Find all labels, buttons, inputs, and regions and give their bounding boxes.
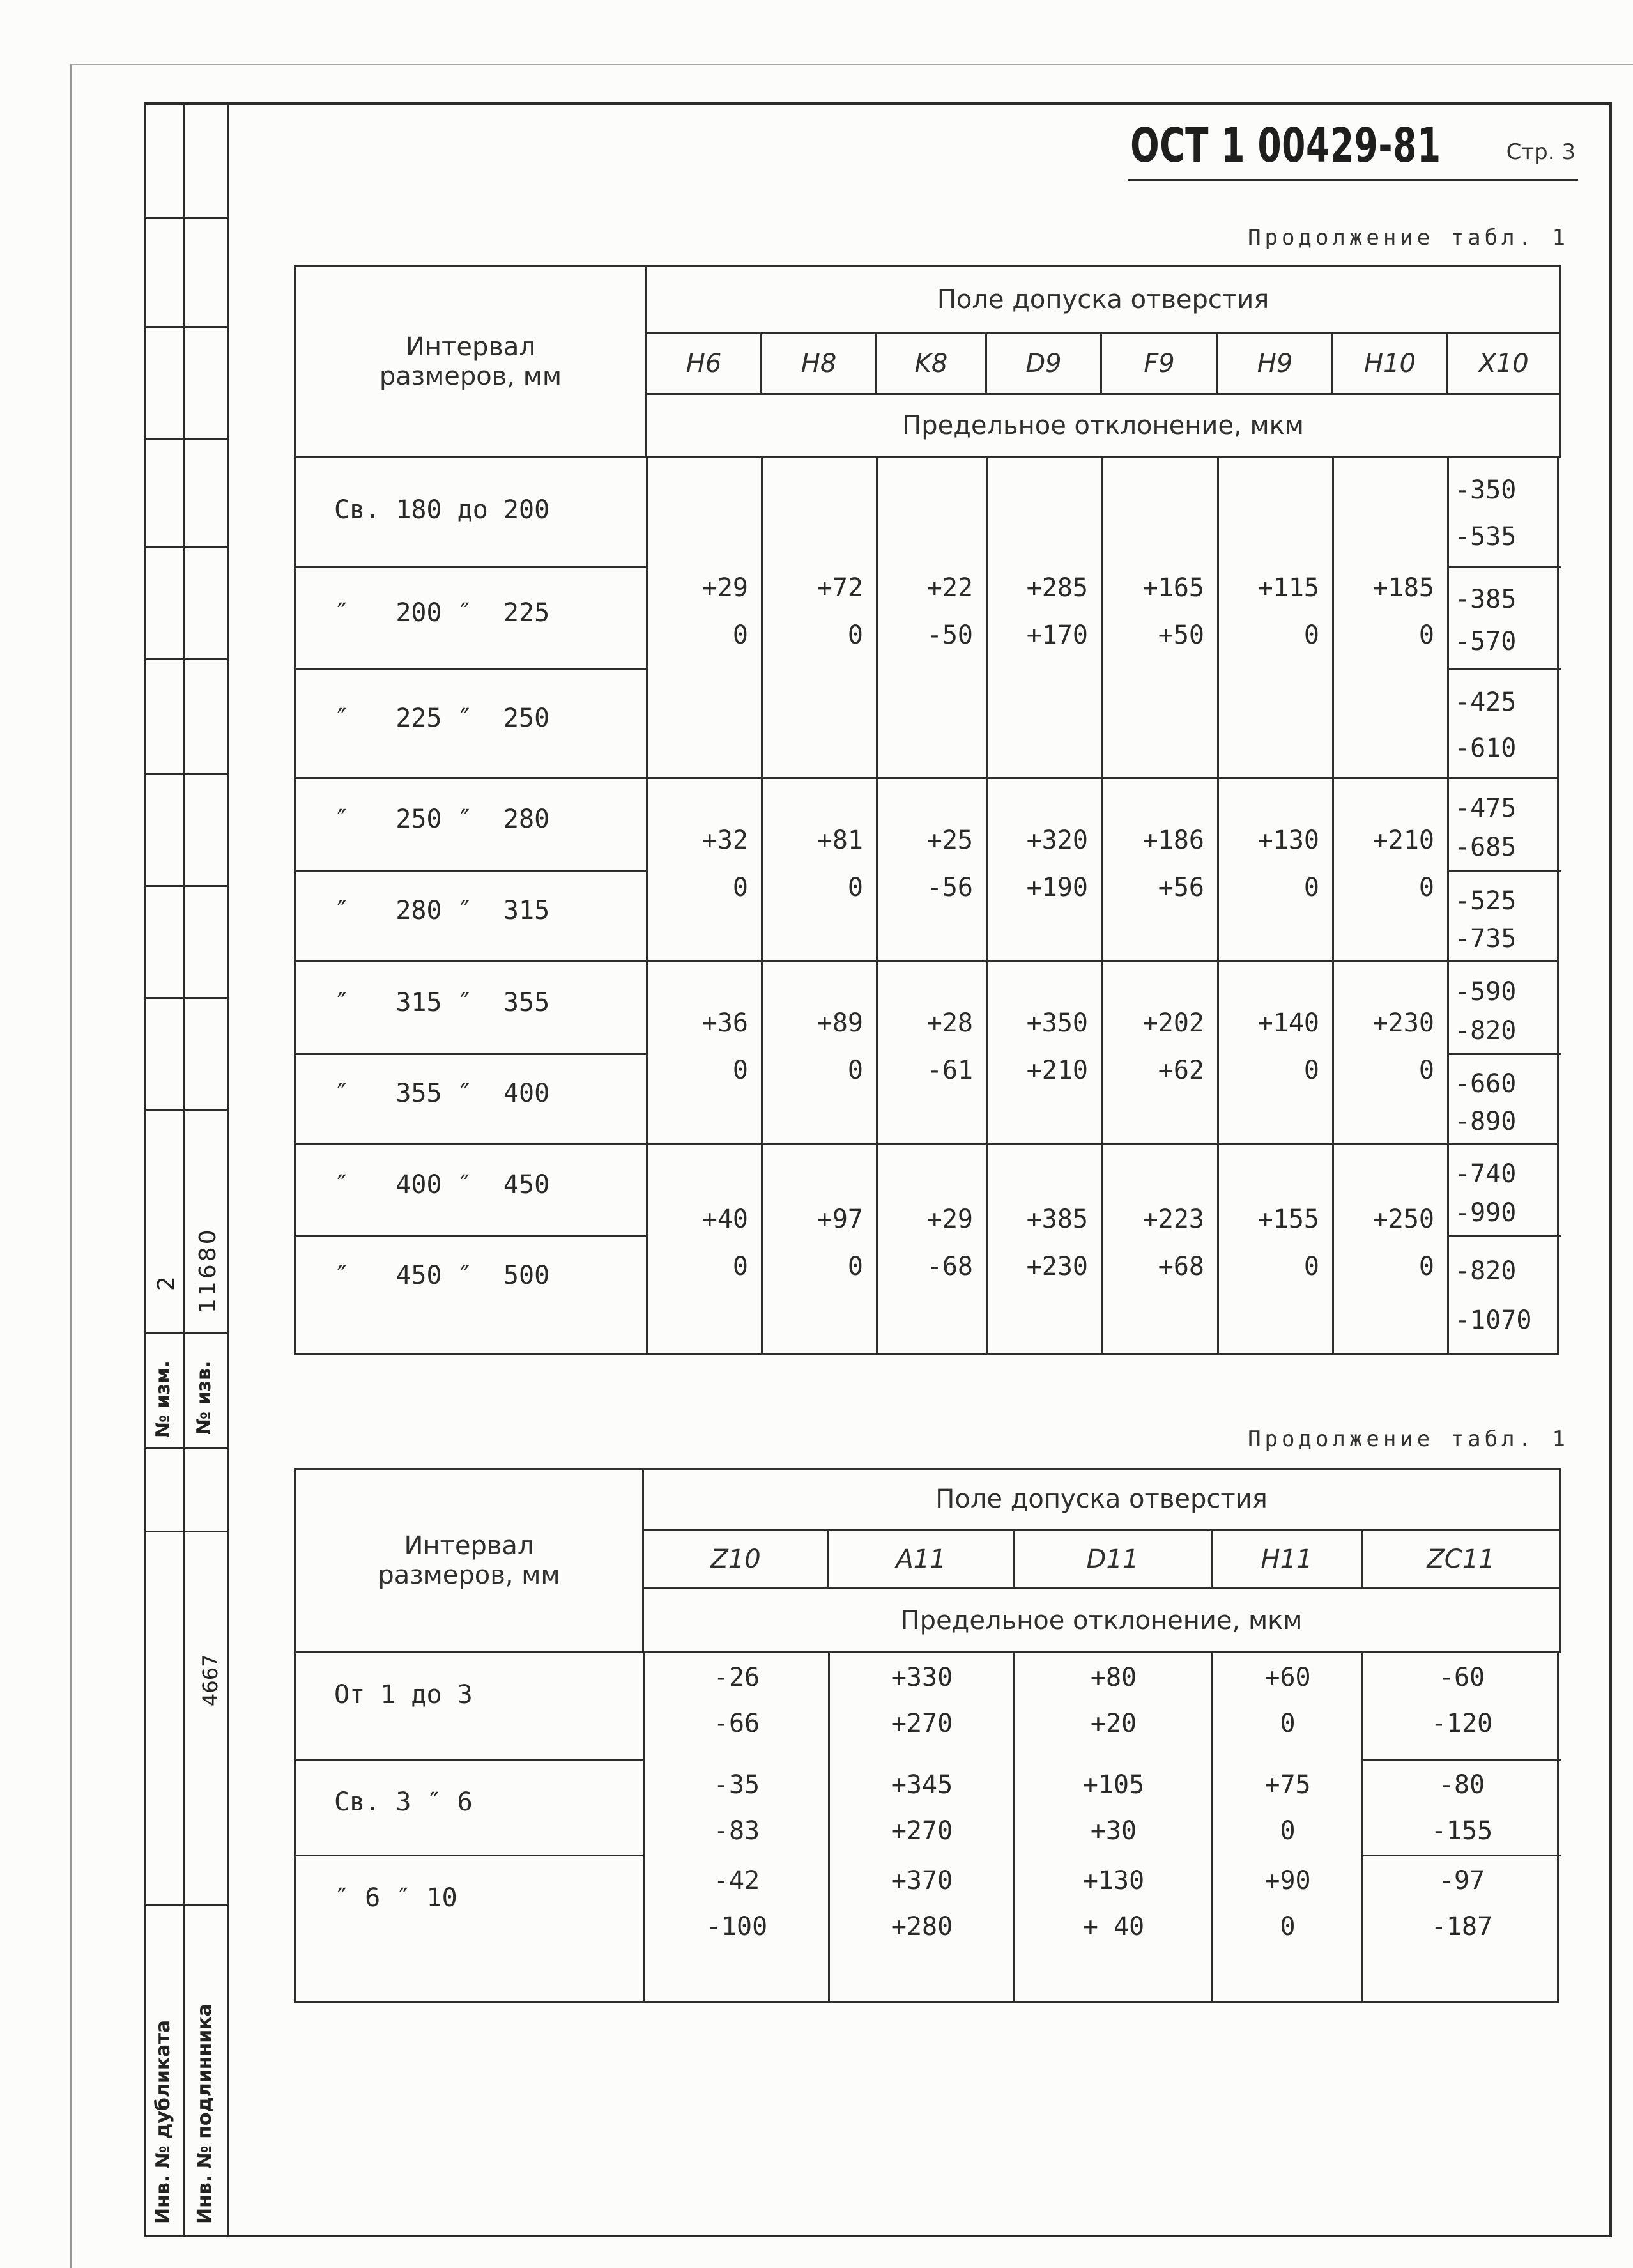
table1-lower-value: 0: [1418, 1055, 1434, 1085]
table1-lower-value: 0: [732, 1251, 748, 1281]
table1-upper-value: +230: [1372, 1008, 1434, 1038]
table2-lower-value: +280: [891, 1912, 953, 1941]
table2-upper-value: +105: [1082, 1770, 1145, 1800]
table2-upper-value: -80: [1438, 1770, 1485, 1800]
table1-lower-value: 0: [847, 872, 863, 902]
table1-x10-upper: -740: [1455, 1159, 1517, 1189]
stamp-divider: [144, 438, 227, 440]
frame-left-mid: [183, 102, 185, 2237]
table1-lower-value: 0: [1303, 620, 1319, 650]
table2-col-h11: H11: [1212, 1530, 1362, 1589]
table1-lower-value: +190: [1026, 872, 1088, 902]
table1-upper-value: +29: [702, 573, 748, 603]
table2-upper-value: -97: [1438, 1866, 1485, 1895]
table1-col-h8: H8: [762, 334, 877, 394]
table1-upper-value: +250: [1372, 1204, 1434, 1234]
table1-size-label: ″ 315 ″ 355: [334, 987, 550, 1017]
table2-col-d11: D11: [1014, 1530, 1212, 1589]
table1-x10-line: [1448, 566, 1561, 568]
table1-upper-value: +32: [702, 825, 748, 855]
table2-row-line: [1363, 1759, 1561, 1761]
table1-lower-value: 0: [847, 1251, 863, 1281]
table1-upper-value: +385: [1026, 1204, 1088, 1234]
table1-body: [294, 456, 1559, 1355]
sheet-edge: [70, 64, 72, 2268]
table1-upper-value: +81: [816, 825, 863, 855]
table1-lower-value: 0: [732, 1055, 748, 1085]
frame-left-inner: [227, 102, 229, 2237]
table2-size-label: Св. 3 ″ 6: [334, 1787, 473, 1817]
table2-lower-value: -155: [1430, 1816, 1493, 1846]
table2-lower-value: +30: [1090, 1816, 1137, 1846]
sheet-top-edge: [70, 64, 1633, 65]
notice-number: 11680: [195, 1227, 221, 1313]
page-number: Стр. 3: [1506, 139, 1575, 165]
table2-upper-value: -60: [1438, 1663, 1485, 1692]
table2-row-line: [1363, 1855, 1561, 1856]
table2-continuation: Продолжение табл. 1: [1248, 1426, 1569, 1452]
table2-row-line: [296, 1759, 644, 1761]
stamp-divider: [144, 546, 227, 548]
table1-group-line: [296, 1143, 1557, 1145]
table2-upper-value: +345: [891, 1770, 953, 1800]
stamp-divider: [144, 658, 227, 660]
table1-size-label: ″ 450 ″ 500: [334, 1261, 550, 1290]
table1-lower-value: +68: [1158, 1251, 1204, 1281]
table1-x10-lower: -990: [1455, 1198, 1517, 1228]
table1-group-line: [296, 777, 1557, 779]
table1-upper-value: +97: [816, 1204, 863, 1234]
table1-x10-lower: -535: [1455, 521, 1517, 552]
notice-label: № изв.: [193, 1361, 215, 1435]
table2-upper-value: -35: [713, 1770, 760, 1800]
table2-row-line: [296, 1855, 644, 1856]
table1-upper-value: +22: [926, 573, 973, 603]
table1-interval-header-text: Интервал размеров, мм: [379, 332, 562, 391]
original-inv-label: Инв. № подлинника: [194, 2003, 216, 2224]
table1-col-x10: X10: [1448, 334, 1560, 394]
stamp-divider: [144, 1332, 227, 1334]
stamp-divider: [144, 773, 227, 775]
table1-x10-upper: -475: [1455, 794, 1517, 824]
table1-upper-value: +28: [926, 1008, 973, 1038]
table1-upper-value: +130: [1257, 825, 1319, 855]
stamp-divider: [144, 1904, 227, 1906]
table1-x10-upper: -425: [1455, 687, 1517, 717]
table1-size-label: ″ 225 ″ 250: [334, 703, 550, 733]
table2-upper-value: -42: [713, 1866, 760, 1895]
table1-lower-value: +170: [1026, 620, 1088, 650]
table1-upper-value: +29: [926, 1204, 973, 1234]
table1-size-line: [296, 1235, 647, 1237]
table1-upper-value: +36: [702, 1008, 748, 1038]
table2-lower-value: -83: [713, 1816, 760, 1846]
table1-lower-value: +56: [1158, 872, 1204, 902]
table1-x10-upper: -660: [1455, 1069, 1517, 1099]
stamp-divider: [144, 217, 227, 219]
table1-x10-line: [1448, 1053, 1561, 1055]
duplicate-inv-number: 4667: [198, 1654, 222, 1706]
table1-col-h10: H10: [1333, 334, 1448, 394]
table1-lower-value: 0: [1418, 872, 1434, 902]
table1-lower-value: 0: [847, 1055, 863, 1085]
header-underline: [1128, 179, 1578, 181]
table1-x10-upper: -590: [1455, 977, 1517, 1007]
table2-upper-value: +130: [1082, 1866, 1145, 1895]
table1-col-d9: D9: [986, 334, 1101, 394]
table1-upper-value: +285: [1026, 573, 1088, 603]
table1: [294, 265, 1561, 458]
table1-col-line: [1447, 456, 1449, 1353]
table1-lower-value: +210: [1026, 1055, 1088, 1085]
table1-lower-value: +62: [1158, 1055, 1204, 1085]
table1-x10-line: [1448, 668, 1561, 670]
frame-right: [1609, 102, 1612, 2237]
table1-upper-value: +40: [702, 1204, 748, 1234]
table1-upper-value: +25: [926, 825, 973, 855]
table2-col-a11: A11: [829, 1530, 1014, 1589]
table1-x10-lower: -570: [1455, 627, 1517, 657]
table2-size-label: От 1 до 3: [334, 1680, 473, 1709]
table1-size-label: ″ 250 ″ 280: [334, 804, 550, 834]
table1-upper-value: +72: [816, 573, 863, 603]
table1-upper-value: +115: [1257, 573, 1319, 603]
table1-x10-lower: -890: [1455, 1107, 1517, 1136]
table1-upper-value: +320: [1026, 825, 1088, 855]
table2-col-z10: Z10: [643, 1530, 829, 1589]
table2-deviation-header: Предельное отклонение, мкм: [643, 1589, 1560, 1653]
table1-lower-value: 0: [732, 872, 748, 902]
table1-lower-value: -68: [926, 1251, 973, 1281]
table2-field-header: Поле допуска отверстия: [643, 1469, 1560, 1530]
table1-lower-value: 0: [1303, 872, 1319, 902]
stamp-divider: [144, 885, 227, 887]
table1-size-label: ″ 200 ″ 225: [334, 598, 550, 628]
table1-col-f9: F9: [1101, 334, 1218, 394]
table1-col-k8: K8: [877, 334, 986, 394]
table2-lower-value: 0: [1280, 1816, 1296, 1846]
change-number: 2: [153, 1276, 180, 1291]
table1-lower-value: 0: [1303, 1251, 1319, 1281]
table2-upper-value: +75: [1264, 1770, 1311, 1800]
table1-field-header: Поле допуска отверстия: [647, 266, 1560, 334]
table2-upper-value: +370: [891, 1866, 953, 1895]
table2-interval-header: [295, 1469, 643, 1653]
table1-col-h6: H6: [647, 334, 762, 394]
table2: [294, 1468, 1561, 1653]
table2-lower-value: 0: [1280, 1912, 1296, 1941]
table1-size-label: Св. 180 до 200: [334, 495, 550, 525]
frame-top: [144, 102, 1612, 105]
table1-upper-value: +89: [816, 1008, 863, 1038]
table1-continuation: Продолжение табл. 1: [1248, 225, 1569, 251]
table1-size-line: [296, 1053, 647, 1055]
table2-lower-value: -120: [1430, 1709, 1493, 1738]
table2-interval-header-text: Интервал размеров, мм: [378, 1531, 560, 1590]
table1-x10-lower: -820: [1455, 1016, 1517, 1045]
table1-x10-upper: -385: [1455, 584, 1517, 614]
table1-lower-value: 0: [1418, 1251, 1434, 1281]
frame-left-outer: [144, 102, 146, 2237]
table1-deviation-header: Предельное отклонение, мкм: [647, 394, 1560, 457]
table1-col-h9: H9: [1218, 334, 1333, 394]
table2-col-zc11: ZC11: [1362, 1530, 1560, 1589]
table1-x10-upper: -350: [1455, 475, 1517, 505]
stamp-divider: [144, 326, 227, 328]
table1-x10-lower: -735: [1455, 924, 1517, 954]
table1-upper-value: +155: [1257, 1204, 1319, 1234]
table1-upper-value: +202: [1142, 1008, 1204, 1038]
table2-lower-value: 0: [1280, 1709, 1296, 1738]
table1-x10-upper: -525: [1455, 886, 1517, 916]
table2-lower-value: -187: [1430, 1912, 1493, 1941]
table1-x10-upper: -820: [1455, 1256, 1517, 1286]
table1-size-line: [296, 566, 647, 568]
table1-lower-value: -50: [926, 620, 973, 650]
stamp-divider: [144, 997, 227, 999]
table2-lower-value: +270: [891, 1709, 953, 1738]
change-label: № изм.: [152, 1361, 174, 1438]
stamp-divider: [144, 1447, 227, 1449]
table1-lower-value: +50: [1158, 620, 1204, 650]
table1-size-label: ″ 280 ″ 315: [334, 896, 550, 925]
table2-size-label: ″ 6 ″ 10: [334, 1883, 457, 1913]
table1-size-label: ″ 400 ″ 450: [334, 1169, 550, 1200]
table2-upper-value: +80: [1090, 1663, 1137, 1692]
table1-upper-value: +210: [1372, 825, 1434, 855]
table1-lower-value: +230: [1026, 1251, 1088, 1281]
table1-x10-line: [1448, 870, 1561, 872]
table1-size-line: [296, 668, 647, 670]
table1-x10-line: [1448, 1235, 1561, 1237]
table2-lower-value: -100: [705, 1912, 768, 1941]
duplicate-inv-label: Инв. № дубликата: [152, 2019, 174, 2224]
table1-upper-value: +140: [1257, 1008, 1319, 1038]
table1-lower-value: 0: [1418, 620, 1434, 650]
table1-interval-header: [295, 266, 647, 457]
table1-x10-lower: -685: [1455, 833, 1517, 862]
table2-lower-value: -66: [713, 1709, 760, 1738]
table2-lower-value: + 40: [1082, 1912, 1145, 1941]
table1-upper-value: +223: [1142, 1204, 1204, 1234]
table2-upper-value: -26: [713, 1663, 760, 1692]
table2-lower-value: +270: [891, 1816, 953, 1846]
table1-upper-value: +165: [1142, 573, 1204, 603]
stamp-divider: [144, 1109, 227, 1111]
table1-size-line: [296, 870, 647, 872]
document-code: ОСТ 1 00429-81: [1130, 118, 1441, 173]
table1-upper-value: +185: [1372, 573, 1434, 603]
table2-lower-value: +20: [1090, 1709, 1137, 1738]
table1-lower-value: 0: [732, 620, 748, 650]
table2-body: [294, 1651, 1559, 2003]
table1-lower-value: 0: [847, 620, 863, 650]
table1-x10-lower: -1070: [1455, 1306, 1532, 1336]
frame-bottom: [144, 2235, 1612, 2237]
table1-size-label: ″ 355 ″ 400: [334, 1079, 550, 1108]
table2-upper-value: +330: [891, 1663, 953, 1692]
table1-lower-value: -61: [926, 1055, 973, 1085]
table1-group-line: [296, 960, 1557, 962]
table1-x10-lower: -610: [1455, 733, 1517, 763]
table1-lower-value: -56: [926, 872, 973, 902]
table2-upper-value: +60: [1264, 1663, 1311, 1692]
table2-upper-value: +90: [1264, 1866, 1311, 1895]
table1-upper-value: +350: [1026, 1008, 1088, 1038]
table1-upper-value: +186: [1142, 825, 1204, 855]
table1-lower-value: 0: [1303, 1055, 1319, 1085]
stamp-divider: [144, 1531, 227, 1532]
